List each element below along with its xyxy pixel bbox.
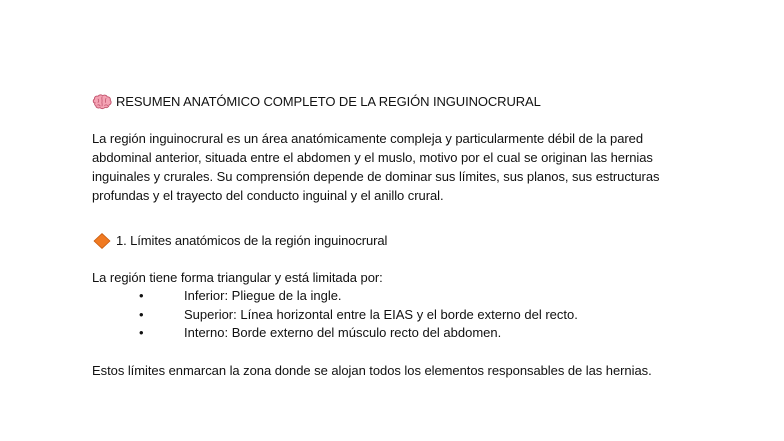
section-1-heading-text: 1. Límites anatómicos de la región inguinocrural [116, 233, 388, 248]
bullet-marker: • [139, 325, 144, 340]
orange-diamond-icon [92, 233, 112, 249]
list-item [92, 287, 704, 306]
list-item-text: Interno: Borde externo del músculo recto del abdomen. [184, 325, 502, 340]
document-title-text: RESUMEN ANATÓMICO COMPLETO DE LA REGIÓN INGUINOCRURAL [116, 94, 541, 109]
list-item-text: Superior: Línea horizontal entre la EIAS y el borde externo del recto. [184, 306, 578, 322]
list-item [92, 306, 704, 325]
section-1-heading [92, 232, 704, 250]
list-item-text: Inferior: Pliegue de la ingle. [184, 288, 342, 303]
bullet-marker: • [139, 306, 144, 322]
document-page [92, 93, 704, 380]
list-item [92, 324, 704, 343]
intro-paragraph: La región inguinocrural es un área anatómicamente compleja y particularmente débil de la pared abdominal anterior, situada entre el abdomen y el muslo, motivo por el cual se originan las hernias inguinales y crurales. Su comprensión depende de dominar sus límites, sus planos, sus estructuras profundas y el trayecto del conducto inguinal y el anillo crural. [92, 131, 660, 203]
limits-list [92, 287, 704, 343]
section-1-closing: Estos límites enmarcan la zona donde se alojan todos los elementos responsables de las hernias. [92, 362, 652, 378]
bullet-marker: • [139, 288, 144, 303]
section-1-intro: La región tiene forma triangular y está limitada por: [92, 270, 383, 285]
document-title [92, 93, 704, 111]
brain-icon [92, 94, 112, 110]
